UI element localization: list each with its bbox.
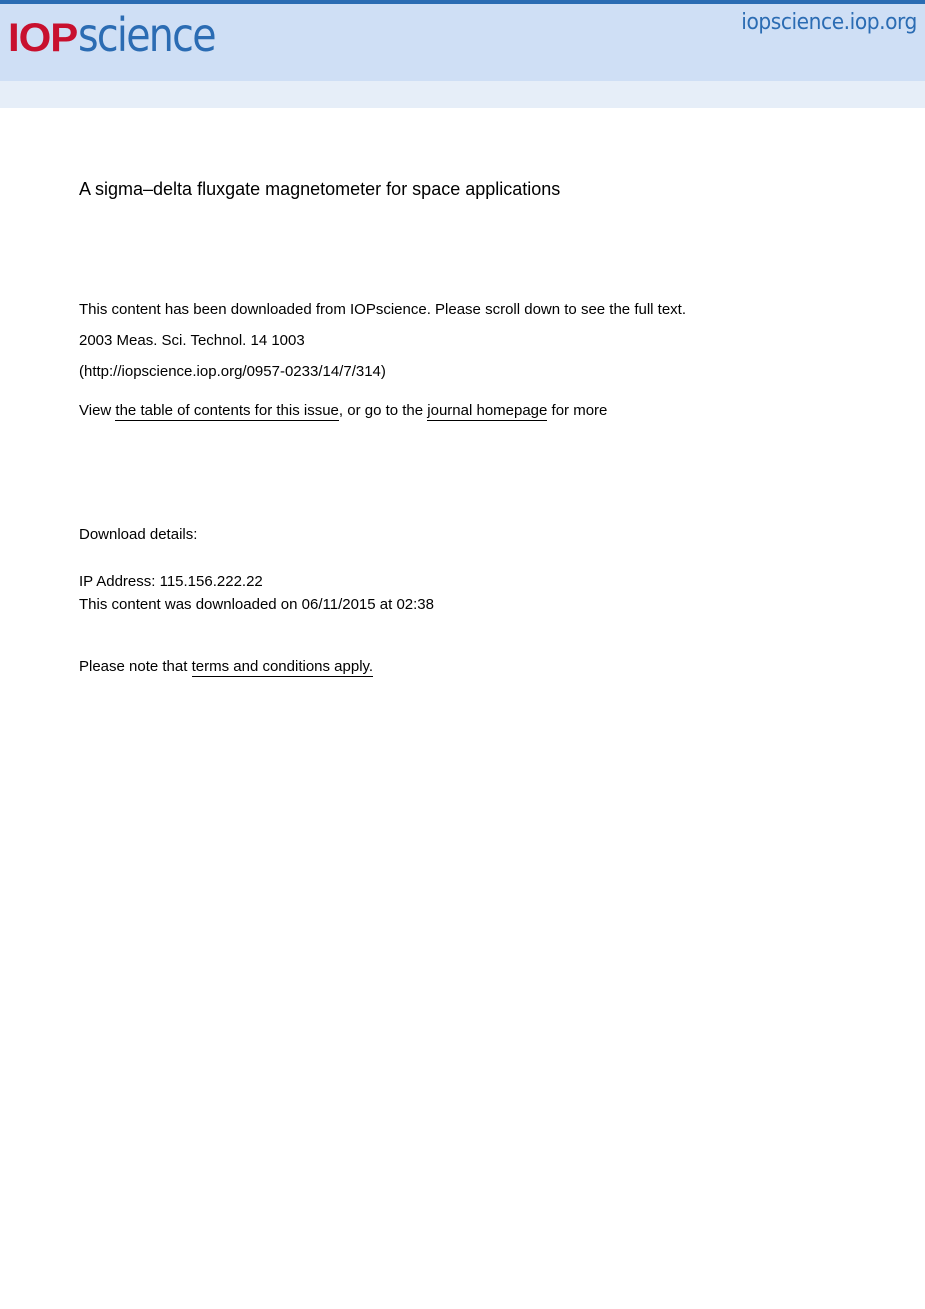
downloaded-on: This content was downloaded on 06/11/2015 at 02:38: [79, 596, 434, 613]
table-of-contents-link[interactable]: the table of contents for this issue: [115, 402, 339, 419]
logo-iop-text: IOP: [8, 16, 78, 60]
journal-homepage-link[interactable]: journal homepage: [427, 402, 548, 419]
view-suffix: for more: [547, 402, 608, 419]
terms-prefix: Please note that: [79, 658, 192, 675]
logo-science-text: science: [77, 8, 215, 62]
view-middle: , or go to the: [338, 402, 428, 419]
site-url-link[interactable]: iopscience.iop.org: [741, 10, 917, 35]
article-title: A sigma–delta fluxgate magnetometer for space applications: [79, 179, 561, 199]
ip-address: IP Address: 115.156.222.22: [79, 573, 263, 590]
site-header: [0, 0, 925, 81]
citation: 2003 Meas. Sci. Technol. 14 1003: [79, 332, 305, 349]
article-url: (http://iopscience.iop.org/0957-0233/14/7/314): [79, 363, 386, 380]
download-details-heading: Download details:: [79, 526, 198, 543]
view-prefix: View: [79, 402, 116, 419]
view-links-line: [79, 402, 607, 419]
download-notice: This content has been downloaded from IOPscience. Please scroll down to see the full text.: [79, 301, 687, 318]
iopscience-logo[interactable]: [8, 8, 237, 60]
header-subbar: [0, 81, 925, 108]
terms-line: [79, 658, 373, 675]
terms-and-conditions-link[interactable]: terms and conditions apply.: [191, 658, 374, 675]
